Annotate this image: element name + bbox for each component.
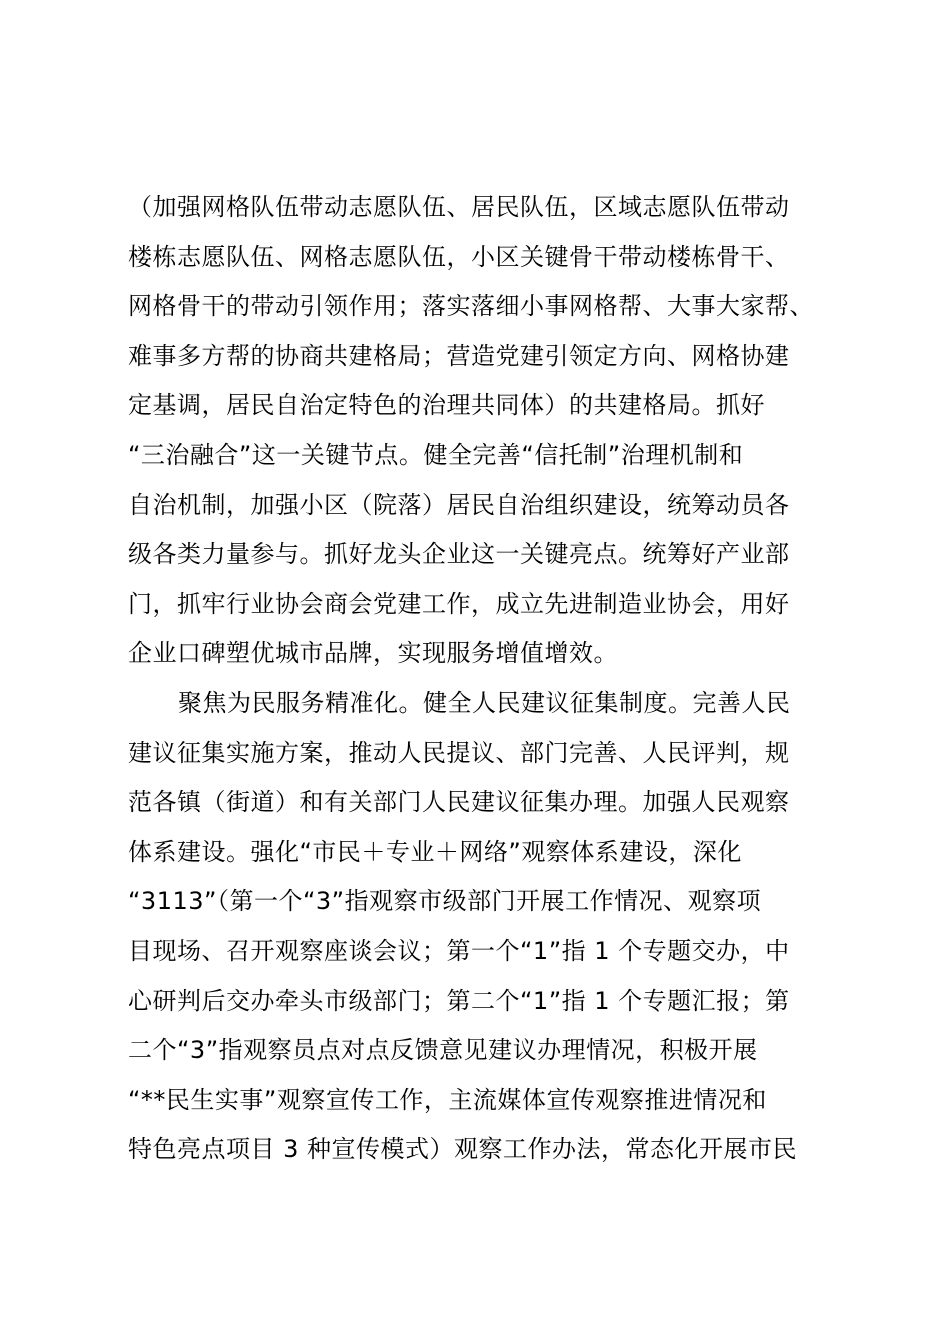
text-line: “3113”（第一个“3”指观察市级部门开展工作情况、观察项 xyxy=(128,887,762,916)
text-line: 网格骨干的带动引领作用；落实落细小事网格帮、大事大家帮、 xyxy=(128,292,814,321)
text-line: 目现场、召开观察座谈会议；第一个“1”指 1 个专题交办，中 xyxy=(128,936,790,965)
text-line: “三治融合”这一关键节点。健全完善“信托制”治理机制和 xyxy=(128,440,744,469)
body-text xyxy=(128,183,848,1175)
text-line: 门，抓牢行业协会商会党建工作，成立先进制造业协会，用好 xyxy=(128,589,790,618)
paragraph-2 xyxy=(128,679,848,1175)
text-line: 级各类力量参与。抓好龙头企业这一关键亮点。统筹好产业部 xyxy=(128,540,790,569)
text-line: 聚焦为民服务精准化。健全人民建议征集制度。完善人民 xyxy=(178,688,791,717)
paragraph-1 xyxy=(128,183,848,679)
text-line: 建议征集实施方案，推动人民提议、部门完善、人民评判，规 xyxy=(128,738,790,767)
text-line: 定基调，居民自治定特色的治理共同体）的共建格局。抓好 xyxy=(128,391,765,420)
text-line: 特色亮点项目 3 种宣传模式）观察工作办法，常态化开展市民 xyxy=(128,1135,798,1164)
text-line: 自治机制，加强小区（院落）居民自治组织建设，统筹动员各 xyxy=(128,490,790,519)
text-line: 难事多方帮的协商共建格局；营造党建引领定方向、网格协建 xyxy=(128,341,790,370)
text-line: 范各镇（街道）和有关部门人民建议征集办理。加强人民观察 xyxy=(128,788,790,817)
text-line: （加强网格队伍带动志愿队伍、居民队伍，区域志愿队伍带动 xyxy=(128,193,790,221)
text-line: 二个“3”指观察员点对点反馈意见建议办理情况，积极开展 xyxy=(128,1036,758,1065)
text-line: 心研判后交办牵头市级部门；第二个“1”指 1 个专题汇报；第 xyxy=(128,986,790,1015)
text-line: “**民生实事”观察宣传工作，主流媒体宣传观察推进情况和 xyxy=(128,1085,767,1114)
text-line: 楼栋志愿队伍、网格志愿队伍，小区关键骨干带动楼栋骨干、 xyxy=(128,242,790,271)
text-line: 体系建设。强化“市民＋专业＋网络”观察体系建设，深化 xyxy=(128,837,742,866)
text-line: 企业口碑塑优城市品牌，实现服务增值增效。 xyxy=(128,639,618,668)
